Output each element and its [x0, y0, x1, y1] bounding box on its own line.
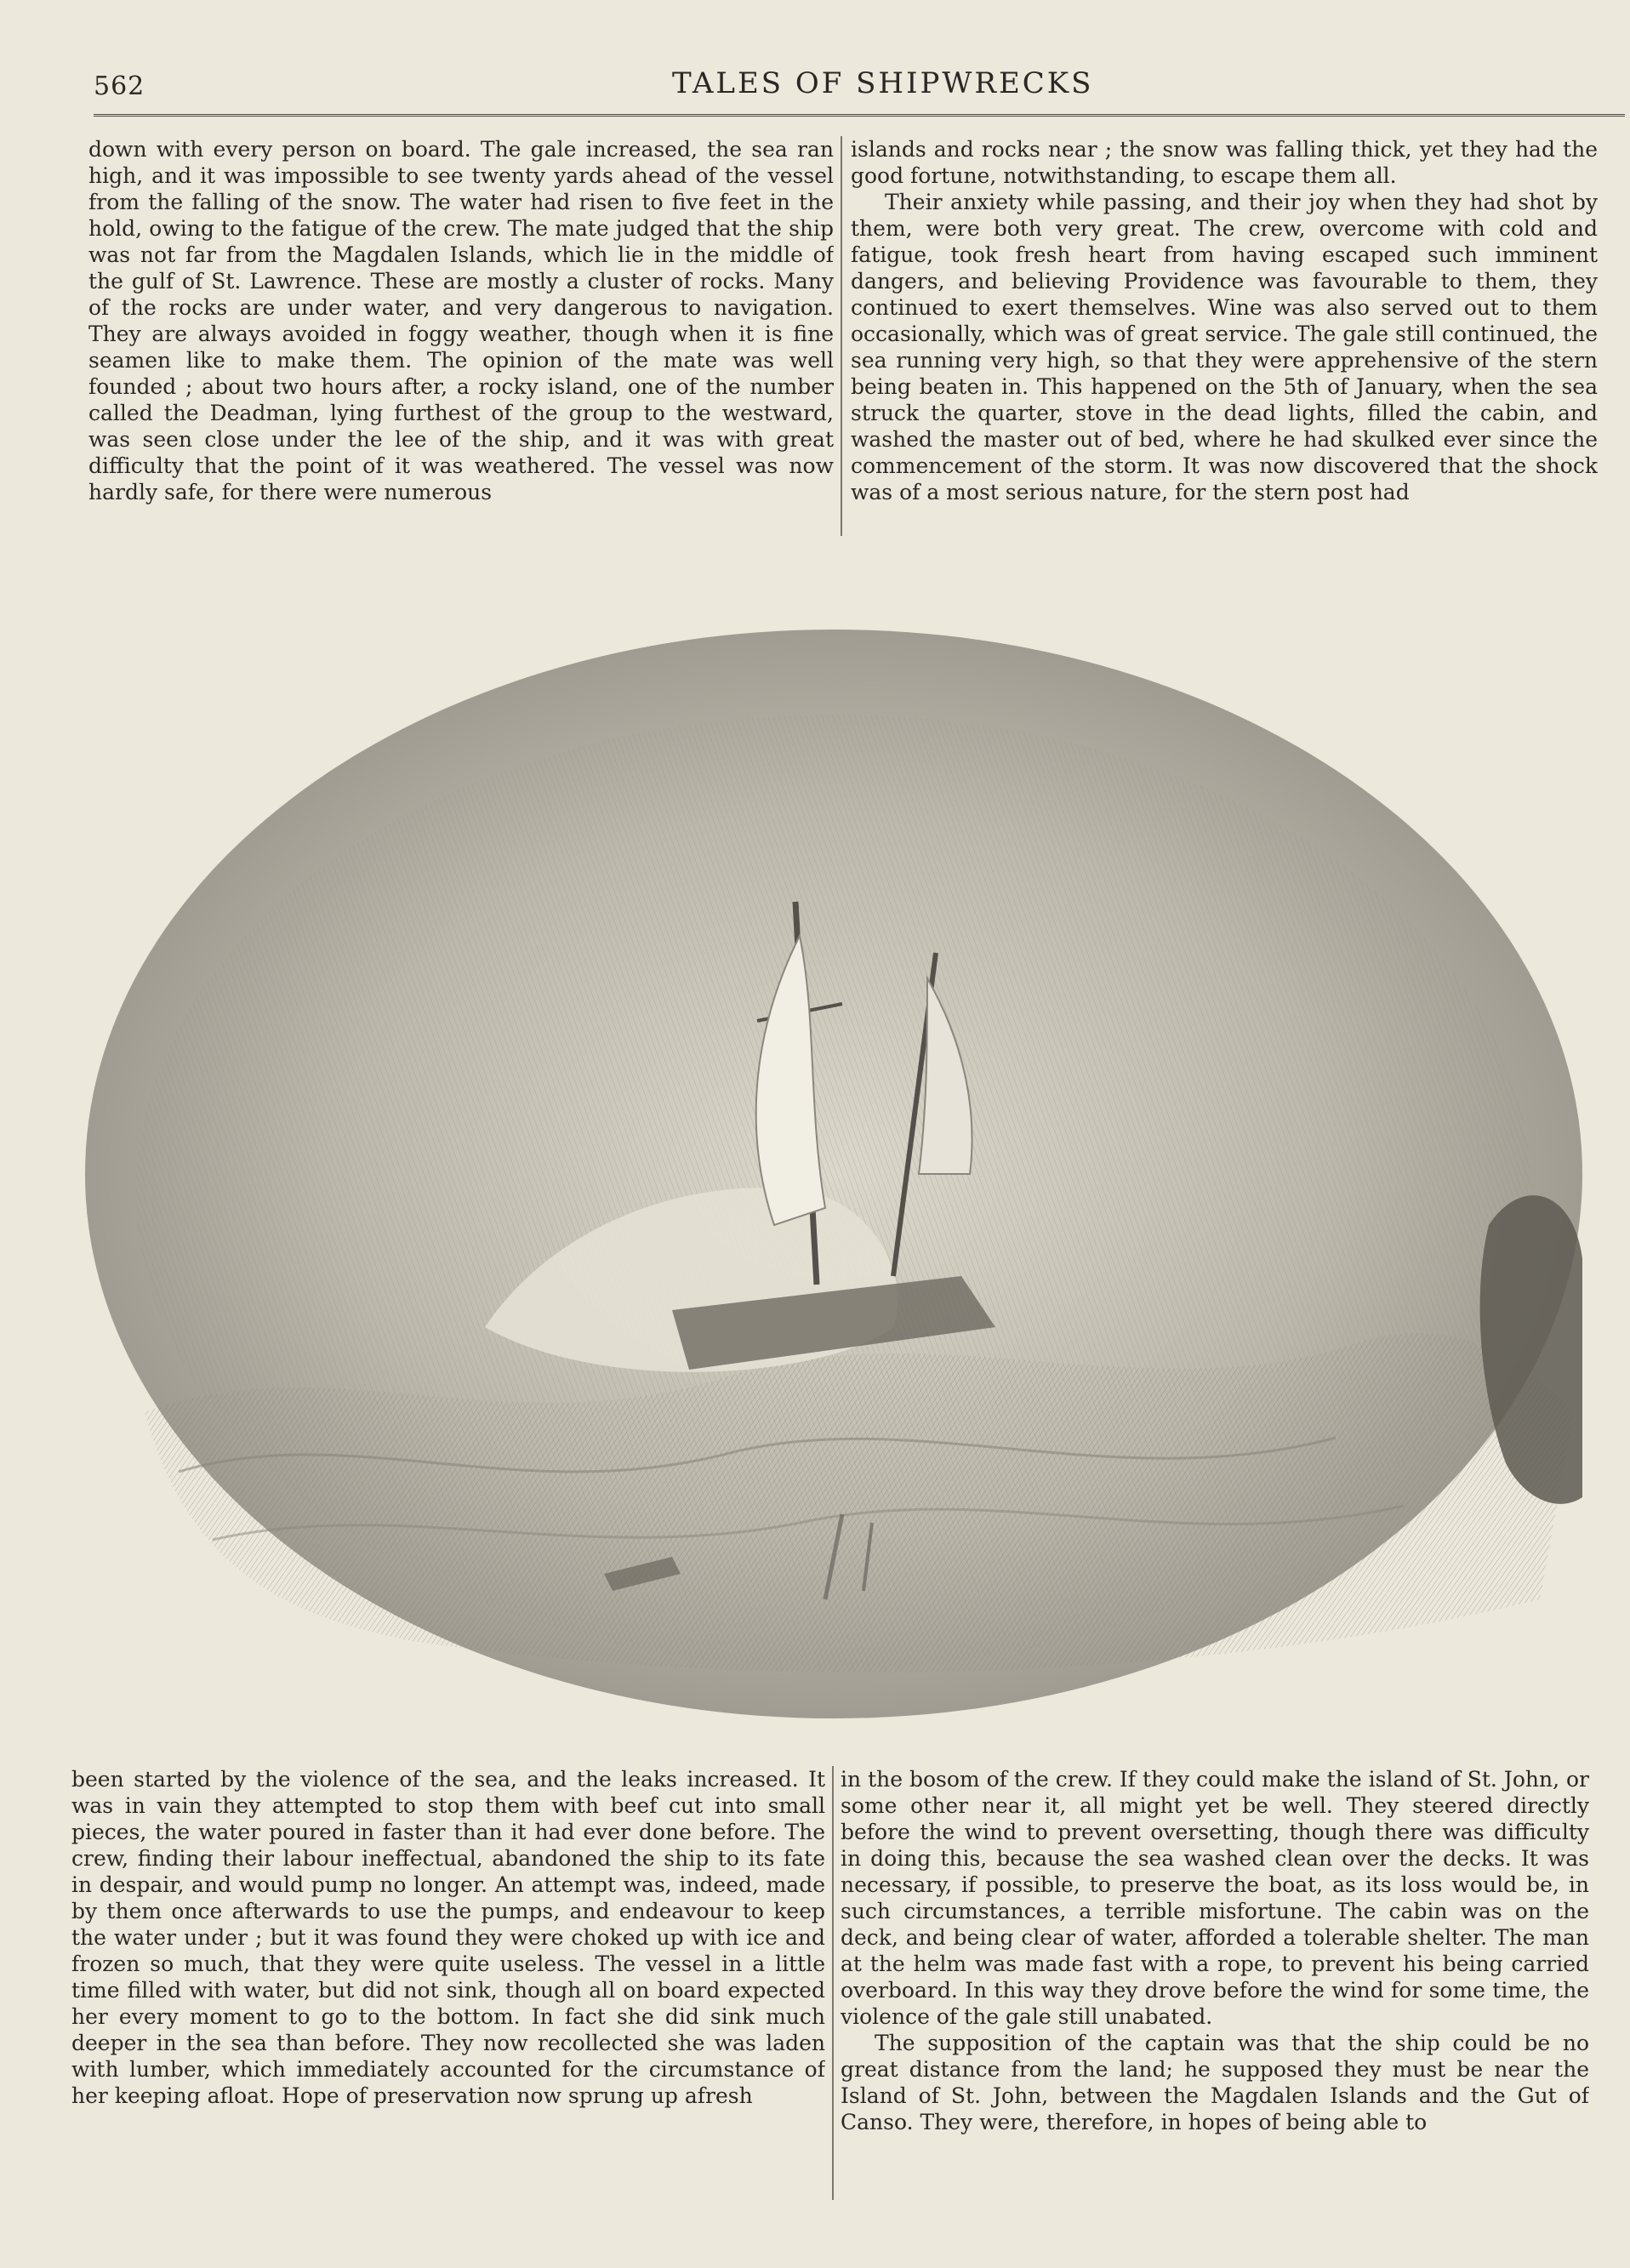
text-column-bottom-right — [841, 1766, 1589, 2208]
header-rule — [94, 114, 1625, 117]
shipwreck-illustration — [77, 578, 1591, 1752]
paragraph: been started by the violence of the sea, and the leaks increased. It was in vain they attempted to stop them with beef cut into small pieces, the water poured in faster than it had ever done before. The crew, finding their labour ineffectual, abandoned the ship to its fate in despair, and would pump no longer. An attempt was, indeed, made by them once afterwards to use the pumps, and endeavour to keep the water under ; but it was found they were choked up with ice and frozen so much, that they were quite useless. The vessel in a little time filled with water, but did not sink, though all on board expected her every moment to go to the bottom. In fact she did sink much deeper in the sea than before. They now recollected she was laden with lumber, which immediately accounted for the circumstance of her keeping afloat. Hope of preservation now sprung up afresh — [71, 1767, 825, 2108]
paragraph: in the bosom of the crew. If they could make the island of St. John, or some other near it, all might yet be well. They steered directly before the wind to prevent oversetting, though there was difficulty in doing this, because the sea washed clean over the decks. It was necessary, if possible, to preserve the boat, as its loss would be, in such circumstances, a terrible misfortune. The cabin was on the deck, and being clear of water, afforded a tolerable shelter. The man at the helm was made fast with a rope, to prevent his being carried overboard. In this way they drove before the wind for some time, the violence of the gale still unabated. — [841, 1767, 1589, 2029]
column-divider — [832, 1766, 834, 2200]
page-number: 562 — [94, 71, 145, 101]
paragraph: down with every person on board. The gale increased, the sea ran high, and it was impossible to see twenty yards ahead of the vessel from the falling of the snow. The water had risen to five feet in the hold, owing to the fatigue of the crew. The mate judged that the ship was not far from the Magdalen Islands, which lie in the middle of the gulf of St. Lawrence. These are mostly a cluster of rocks. Many of the rocks are under water, and very dangerous to navigation. They are always avoided in foggy weather, though when it is fine seamen like to make them. The opinion of the mate was well founded ; about two hours after, a rocky island, one of the number called the Deadman, lying furthest of the group to the westward, was seen close under the lee of the ship, and it was with great difficulty that the point of it was weathered. The vessel was now hardly safe, for there were numerous — [88, 137, 834, 504]
page-header — [94, 60, 1608, 111]
text-column-bottom-left — [71, 1766, 825, 2208]
paragraph: Their anxiety while passing, and their joy when they had shot by them, were both very great. The crew, overcome with cold and fatigue, took fresh heart from having escaped such imminent dangers, and believing Providence was favourable to them, they continued to exert themselves. Wine was also served out to them occasionally, which was of great service. The gale still continued, the sea running very high, so that they were apprehensive of the stern being beaten in. This happened on the 5th of January, when the sea struck the quarter, stove in the dead lights, filled the cabin, and washed the master out of bed, where he had skulked ever since the commencement of the storm. It was now discovered that the shock was of a most serious nature, for the stern post had — [851, 190, 1598, 504]
column-divider — [841, 136, 842, 536]
text-column-top-right — [851, 136, 1598, 561]
engraving-image — [77, 578, 1591, 1752]
paragraph: The supposition of the captain was that the ship could be no great distance from the land; he supposed they must be near the Island of St. John, between the Magdalen Islands and the Gut of Canso. They were, therefore, in hopes of being able to — [841, 2031, 1589, 2134]
text-column-top-left — [88, 136, 834, 561]
running-title: TALES OF SHIPWRECKS — [672, 66, 1094, 100]
paragraph: islands and rocks near ; the snow was falling thick, yet they had the good fortune, notwithstanding, to escape them all. — [851, 137, 1598, 188]
